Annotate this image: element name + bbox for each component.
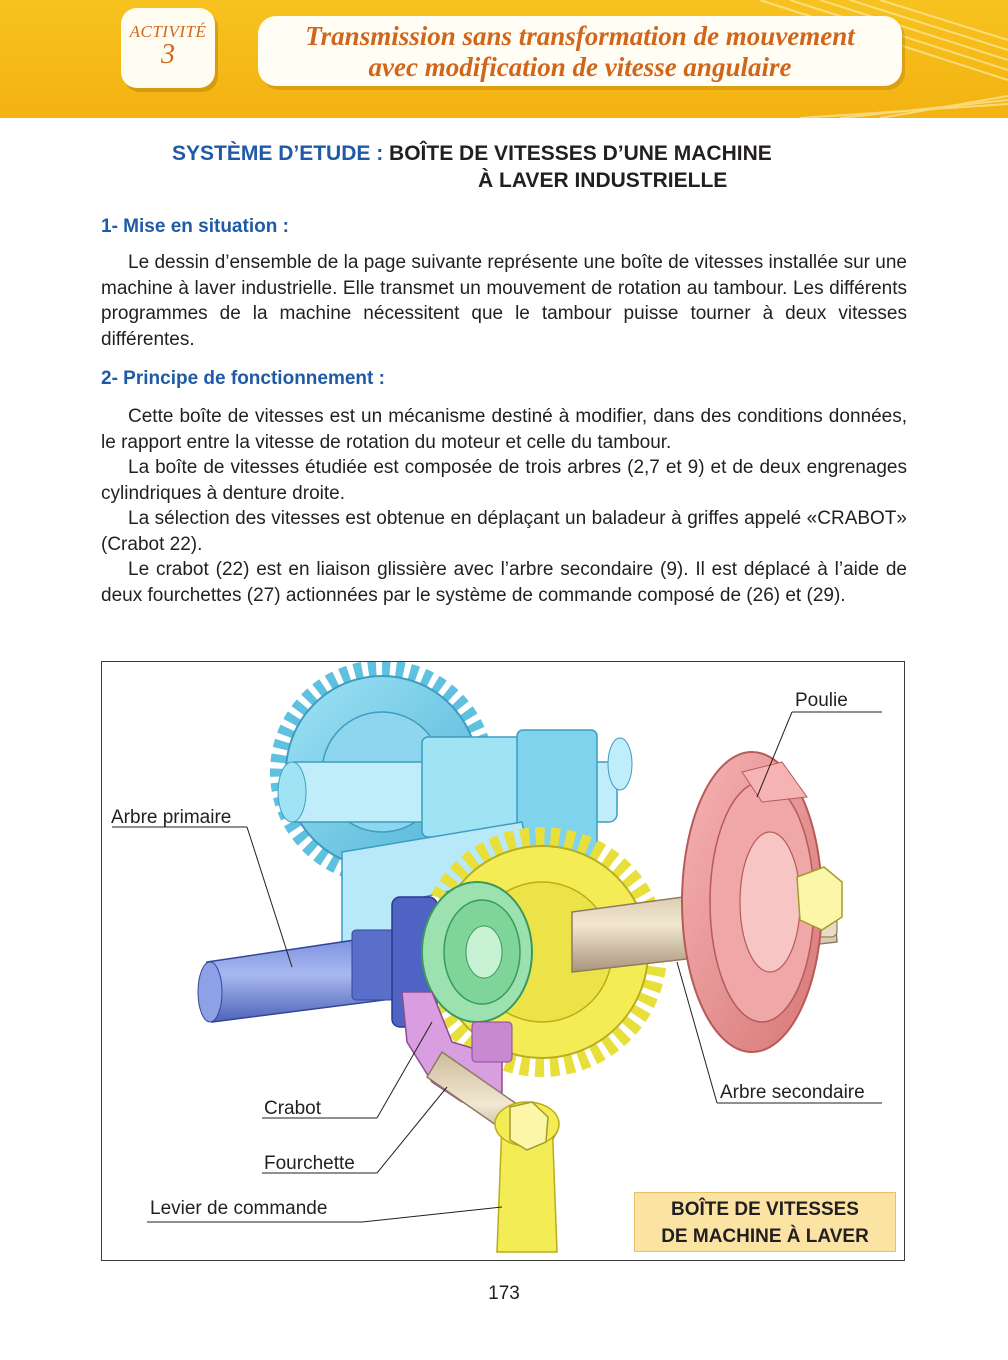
page-number: 173 xyxy=(488,1283,520,1304)
title-line-1: Transmission sans transformation de mouvement xyxy=(305,21,855,51)
section-1-paragraph: Le dessin d’ensemble de la page suivante représente une boîte de vitesses installée sur une machine à laver industrielle. Elle transmet un mouvement de rotation au tambour. Les différents programmes de la machine nécessitent que le tambour puisse tourner à deux vitesses différentes. xyxy=(101,252,907,350)
header-banner xyxy=(0,0,1008,118)
label-crabot: Crabot xyxy=(264,1098,322,1119)
title-line-2: avec modification de vitesse angulaire xyxy=(368,52,792,82)
activity-word: ACTIVITÉ xyxy=(129,22,207,41)
system-name-line-1: BOÎTE DE VITESSES D’UNE MACHINE xyxy=(389,142,772,165)
section-2-paragraph-1: Cette boîte de vitesses est un mécanisme destiné à modifier, dans des conditions données, le rapport entre la vitesse de rotation du moteur et celle du tambour. xyxy=(101,406,907,453)
figure-caption xyxy=(634,1192,896,1252)
label-poulie: Poulie xyxy=(795,690,848,711)
caption-line-1: BOÎTE DE VITESSES xyxy=(671,1199,859,1220)
system-label: SYSTÈME D’ETUDE : xyxy=(172,142,384,165)
section-1-heading: 1- Mise en situation : xyxy=(101,216,289,237)
section-2-paragraph-2: La boîte de vitesses étudiée est composée de trois arbres (2,7 et 9) et de deux engrenages cylindriques à denture droite. xyxy=(101,457,907,504)
system-title xyxy=(172,140,772,168)
section-2-paragraph-4: Le crabot (22) est en liaison glissière avec l’arbre secondaire (9). Il est déplacé à l’aide de deux fourchettes (27) actionnées par le système de commande composé de (26) et (29). xyxy=(101,559,907,606)
gearbox-figure xyxy=(101,661,905,1261)
page-title xyxy=(258,16,902,86)
section-2-heading: 2- Principe de fonctionnement : xyxy=(101,368,385,389)
activity-badge xyxy=(121,8,215,88)
label-levier: Levier de commande xyxy=(150,1198,328,1219)
label-arbre-secondaire: Arbre secondaire xyxy=(720,1082,865,1103)
label-arbre-primaire: Arbre primaire xyxy=(111,807,232,828)
shaft-nut xyxy=(797,867,842,930)
gearbox-illustration xyxy=(102,662,905,1261)
label-fourchette: Fourchette xyxy=(264,1153,355,1174)
activity-number: 3 xyxy=(161,39,175,70)
system-name-line-2: À LAVER INDUSTRIELLE xyxy=(478,169,728,192)
caption-line-2: DE MACHINE À LAVER xyxy=(661,1226,869,1247)
section-2-paragraph-3: La sélection des vitesses est obtenue en déplaçant un baladeur à griffes appelé «CRABOT» (Crabot 22). xyxy=(101,508,907,555)
